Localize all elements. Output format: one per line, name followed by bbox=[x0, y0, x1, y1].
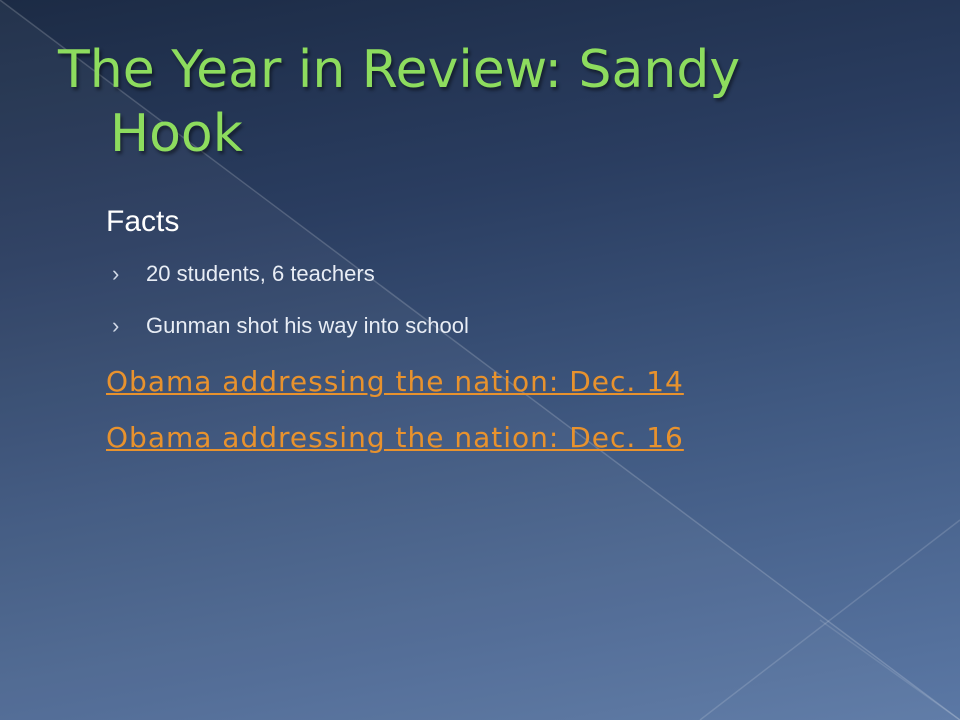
obama-dec-16-link[interactable]: Obama addressing the nation: Dec. 16 bbox=[106, 421, 684, 454]
bullet-label: Facts bbox=[106, 205, 180, 238]
title-line-1: The Year in Review: Sandy bbox=[58, 40, 741, 100]
chevron-right-icon: › bbox=[112, 313, 120, 338]
sub-bullet-text: 20 students, 6 teachers bbox=[146, 261, 375, 286]
title-line-2: Hook bbox=[110, 104, 243, 164]
sub-bullet-text: Gunman shot his way into school bbox=[146, 313, 469, 338]
chevron-right-icon: › bbox=[112, 261, 120, 286]
bullet-link-dec-14 bbox=[72, 365, 932, 421]
slide-title bbox=[58, 38, 918, 166]
bullet-facts bbox=[72, 205, 932, 261]
sub-bullet-students bbox=[72, 261, 932, 313]
bullet-list bbox=[72, 205, 932, 477]
obama-dec-14-link[interactable]: Obama addressing the nation: Dec. 14 bbox=[106, 365, 684, 398]
bullet-link-dec-16 bbox=[72, 421, 932, 477]
sub-bullet-gunman bbox=[72, 313, 932, 365]
